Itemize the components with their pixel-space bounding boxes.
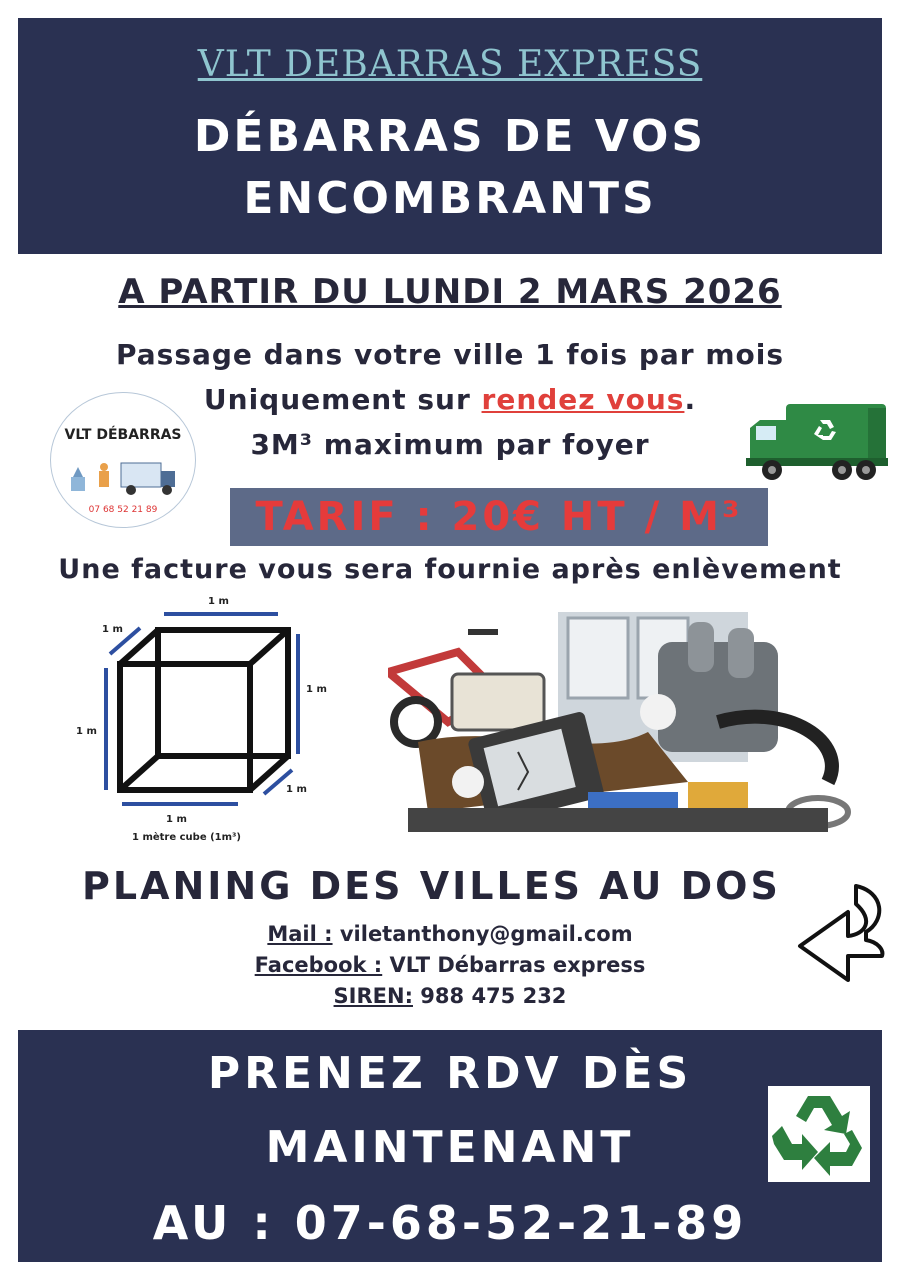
cube-label-top: 1 m: [208, 596, 229, 607]
cta-banner: [18, 1030, 882, 1262]
planning-heading: PLANING DES VILLES AU DOS: [82, 864, 781, 908]
headline-line-1: DÉBARRAS DE VOS: [193, 111, 707, 162]
info-line-2-prefix: Uniquement sur: [203, 383, 482, 416]
siren-label: SIREN:: [333, 984, 413, 1008]
start-date: A PARTIR DU LUNDI 2 MARS 2026: [118, 272, 782, 312]
recycle-icon-box: [768, 1086, 870, 1182]
recycle-icon: [768, 1086, 870, 1182]
rendez-vous-link[interactable]: rendez vous: [481, 383, 685, 416]
invoice-note: Une facture vous sera fournie après enlèvement: [58, 554, 842, 585]
cube-caption: 1 mètre cube (1m³): [132, 832, 241, 843]
cube-label-left: 1 m: [76, 726, 97, 737]
facebook-label: Facebook :: [254, 953, 383, 977]
cube-label-right: 1 m: [306, 684, 327, 695]
brand-title: VLT DEBARRAS EXPRESS: [197, 44, 703, 85]
cta-line-2: MAINTENANT: [265, 1122, 635, 1173]
siren-value: 988 475 232: [412, 984, 567, 1008]
mail-label: Mail :: [267, 922, 333, 946]
headline-line-2: ENCOMBRANTS: [243, 173, 657, 224]
cube-label-depth: 1 m: [102, 624, 123, 635]
cube-label-bottom: 1 m: [166, 814, 187, 825]
company-logo: [50, 392, 196, 528]
logo-truck-icon: [69, 453, 179, 497]
header-banner: [18, 18, 882, 254]
junk-pile-image: [388, 612, 862, 832]
info-line-1: Passage dans votre ville 1 fois par mois: [116, 338, 784, 371]
contact-facebook: [0, 953, 900, 977]
cube-label-corner: 1 m: [286, 784, 307, 795]
logo-phone: 07 68 52 21 89: [88, 505, 158, 515]
facebook-value[interactable]: VLT Débarras express: [382, 953, 646, 977]
info-line-2-suffix: .: [684, 383, 697, 416]
contact-mail: [0, 922, 900, 946]
contact-siren: [0, 984, 900, 1008]
recycling-truck-icon: [746, 402, 888, 482]
headline: [18, 106, 882, 230]
tarif-banner: TARIF : 20€ HT / M³: [230, 488, 768, 546]
logo-title: VLT DÉBARRAS: [64, 427, 182, 443]
info-line-3: 3M³ maximum par foyer: [250, 428, 650, 461]
cta-line-1: PRENEZ RDV DÈS: [207, 1048, 693, 1099]
cta-phone[interactable]: AU : 07-68-52-21-89: [152, 1196, 748, 1250]
mail-value[interactable]: viletanthony@gmail.com: [332, 922, 633, 946]
